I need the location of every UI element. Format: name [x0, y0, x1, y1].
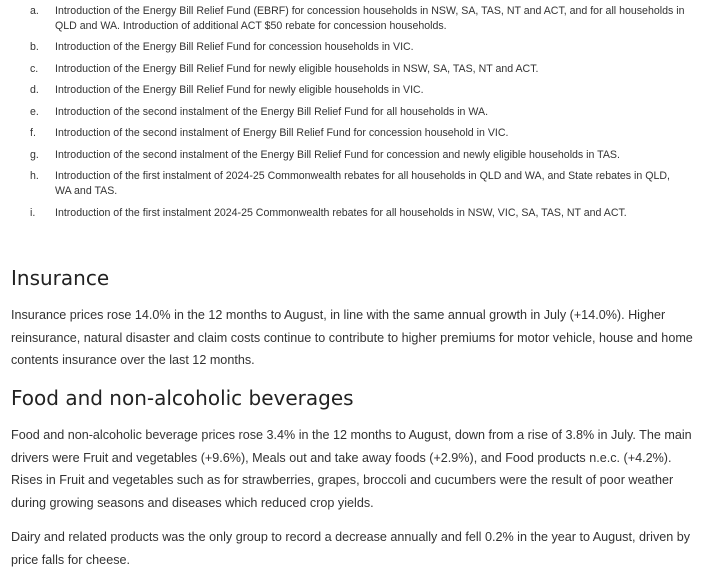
food-heading: Food and non-alcoholic beverages [11, 386, 354, 410]
footnote-text: Introduction of the second instalment of the Energy Bill Relief Fund for concession and newly eligible households in TAS. [55, 148, 620, 161]
footnote-text: Introduction of the Energy Bill Relief Fund for newly eligible households in NSW, SA, TAS, NT and ACT. [55, 62, 539, 75]
footnote-text: Introduction of the second instalment of Energy Bill Relief Fund for concession household in VIC. [55, 127, 509, 139]
footnote-marker: b. [30, 41, 39, 53]
footnote-text: Introduction of the first instalment 2024-25 Commonwealth rebates for all households in NSW, VIC, SA, TAS, NT and ACT. [55, 206, 627, 219]
footnotes-list [0, 4, 701, 221]
footnote-marker: d. [30, 84, 39, 96]
footnote-marker: c. [30, 62, 39, 75]
insurance-paragraph: Insurance prices rose 14.0% in the 12 months to August, in line with the same annual growth in July (+14.0%). Higher reinsurance, natural disaster and claim costs continue to contribute to higher premiums for motor vehicle, house and home contents insurance over the last 12 months. [11, 308, 693, 367]
food-paragraph: Dairy and related products was the only group to record a decrease annually and fell 0.2% in the year to August, driven by price falls for cheese. [11, 530, 691, 567]
footnote-item [0, 62, 701, 77]
footnote-item [0, 126, 701, 141]
food-paragraph: Food and non-alcoholic beverage prices rose 3.4% in the 12 months to August, down from a rise of 3.8% in July. The main drivers were Fruit and vegetables (+9.6%), Meals out and take away foods (+2.9%), and Food products n.e.c. (+4.2%). Rises in Fruit and vegetables such as for strawberries, grapes, broccoli and cucumbers were the result of poor weather during growing seasons and diseases which reduced crop yields. [11, 428, 692, 510]
footnote-item [0, 40, 701, 55]
footnote-marker: i. [30, 206, 36, 219]
insurance-heading: Insurance [11, 266, 110, 290]
footnote-item [0, 83, 701, 98]
footnote-item [0, 169, 701, 199]
footnote-item [0, 148, 701, 163]
footnote-text: Introduction of the Energy Bill Relief Fund (EBRF) for concession households in NSW, SA, TAS, NT and ACT, and for all households in QLD and WA. Introduction of additional ACT $50 rebate for concession households. [55, 5, 685, 32]
footnote-text: Introduction of the Energy Bill Relief Fund for newly eligible households in VIC. [55, 84, 424, 96]
footnote-item [0, 105, 701, 120]
footnote-item [0, 206, 701, 221]
footnote-marker: g. [30, 148, 39, 161]
footnote-text: Introduction of the Energy Bill Relief Fund for concession households in VIC. [55, 41, 414, 53]
footnote-marker: f. [30, 127, 36, 139]
footnote-item [0, 4, 701, 34]
footnote-marker: h. [30, 170, 39, 182]
footnote-marker: e. [30, 105, 39, 118]
footnote-marker: a. [30, 5, 39, 17]
footnote-text: Introduction of the second instalment of the Energy Bill Relief Fund for all households in WA. [55, 105, 489, 118]
footnote-text: Introduction of the first instalment of 2024-25 Commonwealth rebates for all households in QLD and WA, and State rebates in QLD, WA and TAS. [55, 170, 670, 197]
